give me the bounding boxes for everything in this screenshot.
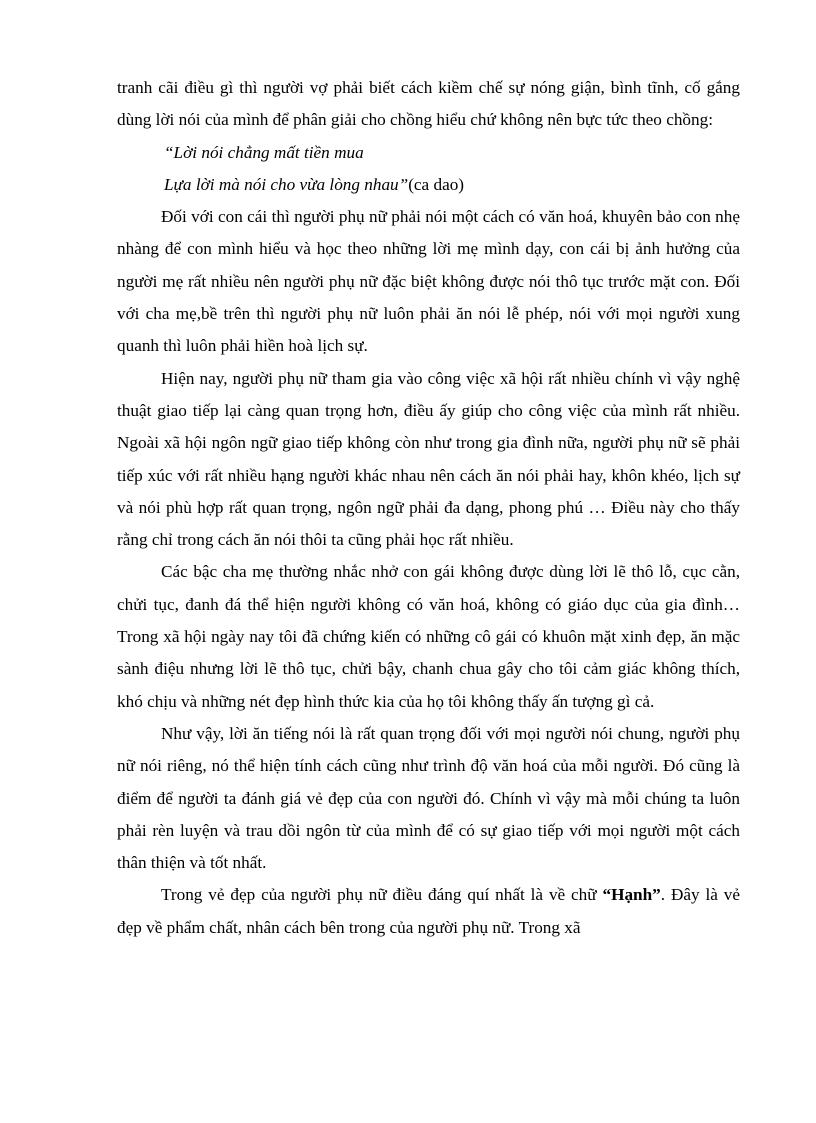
verse-line-1 [117,137,740,169]
verse-source: (ca dao) [408,174,465,194]
paragraph-1: Đối với con cái thì người phụ nữ phải nói một cách có văn hoá, khuyên bảo con nhẹ nhàng để con mình hiểu và học theo những lời mẹ mình dạy, con cái bị ảnh hưởng của người mẹ rất nhiều nên người phụ nữ đặc biệt không được nói thô tục trước mặt con. Đối với cha mẹ,bề trên thì người phụ nữ luôn phải ăn nói lễ phép, nói với mọi người xung quanh thì luôn phải hiền hoà lịch sự. [117,207,740,356]
paragraph-3: Các bậc cha mẹ thường nhắc nhở con gái không được dùng lời lẽ thô lỗ, cục cằn, chửi tục, đanh đá thể hiện người không có văn hoá, không có giáo dục của gia đình… Trong xã hội ngày nay tôi đã chứng kiến có những cô gái có khuôn mặt xinh đẹp, ăn mặc sành điệu nhưng lời lẽ thô tục, chửi bậy, chanh chua gây cho tôi cảm giác không thích, khó chịu và những nét đẹp hình thức kia của họ tôi không thấy ấn tượng gì cả. [117,562,740,711]
verse-text-2: Lựa lời mà nói cho vừa lòng nhau” [164,174,409,194]
paragraph-5-start: Trong vẻ đẹp của người phụ nữ điều đáng quí nhất là về chữ [161,885,603,905]
verse-text-1: “Lời nói chẳng mất tiền mua [164,142,364,162]
paragraph-5 [117,879,740,944]
verse-line-2 [117,169,740,201]
document-body [117,72,740,944]
paragraph-2: Hiện nay, người phụ nữ tham gia vào công việc xã hội rất nhiều chính vì vậy nghệ thuật giao tiếp lại càng quan trọng hơn, điều ấy giúp cho công việc của mình rất nhiều. Ngoài xã hội ngôn ngữ giao tiếp không còn như trong gia đình nữa, người phụ nữ sẽ phải tiếp xúc với rất nhiều hạng người khác nhau nên cách ăn nói phải hay, khôn khéo, lịch sự và nói phù hợp rất quan trọng, ngôn ngữ phải đa dạng, phong phú … Điều này cho thấy rằng chỉ trong cách ăn nói thôi ta cũng phải học rất nhiều. [117,368,740,550]
paragraph-5-end: . Đây là vẻ đẹp về phẩm chất, nhân cách bên trong của người phụ nữ. Trong xã [117,885,740,937]
paragraph-5-emphasis: “Hạnh” [602,885,661,905]
paragraph-4: Như vậy, lời ăn tiếng nói là rất quan trọng đối với mọi người nói chung, người phụ nữ nói riêng, nó thể hiện tính cách cũng như trình độ văn hoá của mỗi người. Đó cũng là điểm để người ta đánh giá vẻ đẹp của con người đó. Chính vì vậy mà mỗi chúng ta luôn phải rèn luyện và trau dồi ngôn từ của mình để có sự giao tiếp với mọi người một cách thân thiện và tốt nhất. [117,723,740,873]
paragraph-continuation: tranh cãi điều gì thì người vợ phải biết cách kiềm chế sự nóng giận, bình tĩnh, cố gắng dùng lời nói của mình để phân giải cho chồng hiểu chứ không nên bực tức theo chồng: [117,78,740,130]
